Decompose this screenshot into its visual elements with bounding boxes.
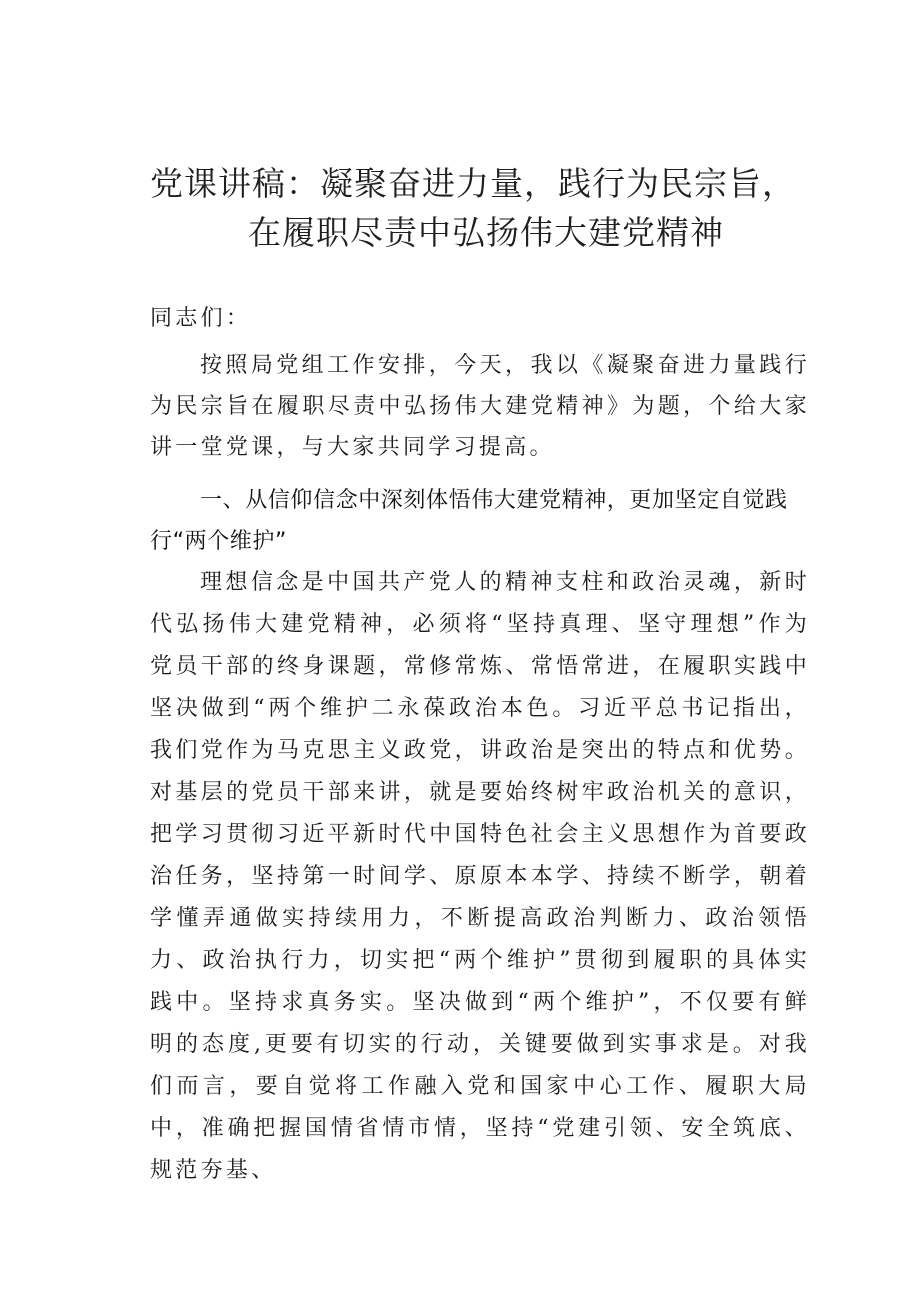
document-title-line-2: 在履职尽责中弘扬伟大建党精神: [248, 213, 724, 252]
section-heading: 一、从信仰信念中深刻体悟伟大建党精神，更加坚定自觉践行“两个维护”: [150, 488, 788, 554]
salutation: 同志们：: [150, 306, 252, 331]
document-title-line-1: 党课讲稿：凝聚奋进力量，践行为民宗旨，: [150, 164, 796, 203]
body-paragraph: 理想信念是中国共产党人的精神支柱和政治灵魂，新时代弘扬伟大建党精神，必须将“坚持真理、坚守理想”作为党员干部的终身课题，常修常炼、常悟常进，在履职实践中坚决做到“两个维护二永葆政治本色。习近平总书记指出，我们党作为马克思主义政党，讲政治是突出的特点和优势。对基层的党员干部来讲，就是要始终树牢政治机关的意识，把学习贯彻习近平新时代中国特色社会主义思想作为首要政治任务，坚持第一时间学、原原本本学、持续不断学，朝着学懂弄通做实持续用力，不断提高政治判断力、政治领悟力、政治执行力，切实把“两个维护”贯彻到履职的具体实践中。坚持求真务实。坚决做到“两个维护”，不仅要有鲜明的态度,更要有切实的行动，关键要做到实事求是。对我们而言，要自觉将工作融入党和国家中心工作、履职大局中，准确把握国情省情市情，坚持“党建引领、安全筑底、规范夯基、: [150, 570, 810, 1183]
intro-paragraph: 按照局党组工作安排，今天，我以《凝聚奋进力量践行为民宗旨在履职尽责中弘扬伟大建党精神》为题，个给大家讲一堂党课，与大家共同学习提高。: [150, 353, 810, 460]
